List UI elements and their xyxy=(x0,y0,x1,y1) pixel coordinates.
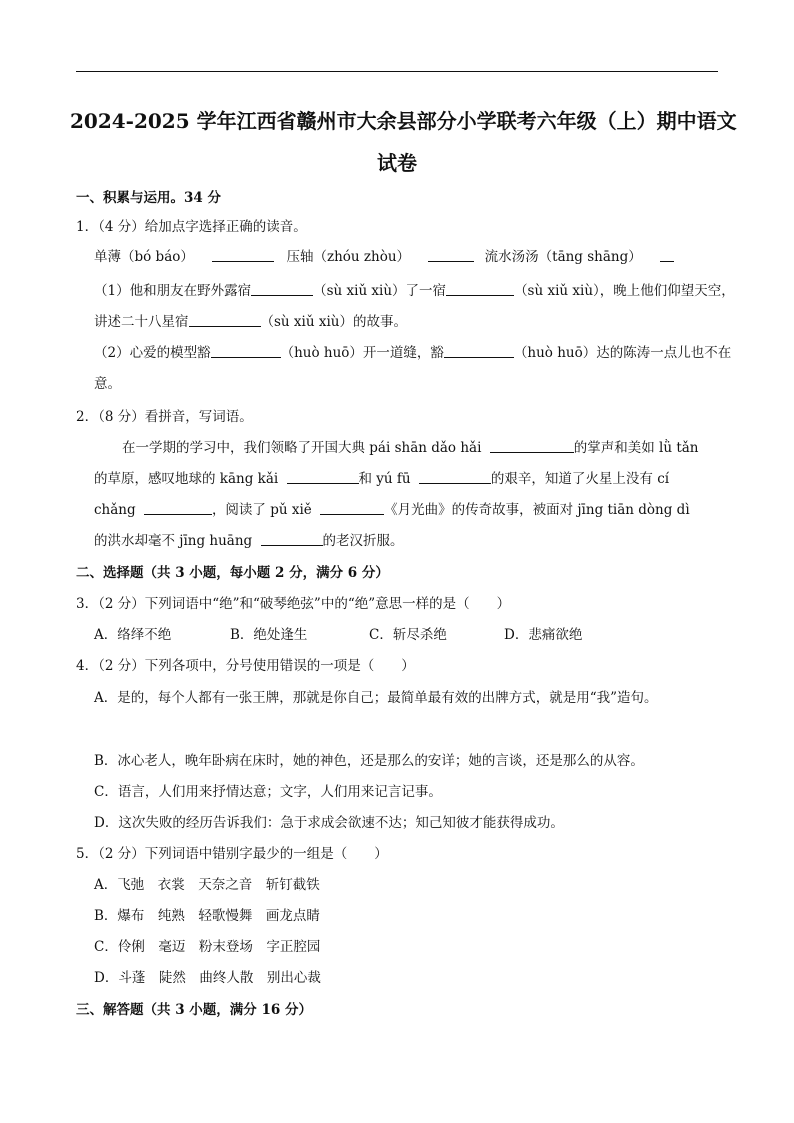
passage-text: chǎng xyxy=(94,502,136,518)
section-heading-1: 一、积累与运用。34 分 xyxy=(76,190,221,206)
answer-blank[interactable] xyxy=(428,249,474,262)
question-3-option-d[interactable]: D．悲痛欲绝 xyxy=(504,627,583,643)
answer-blank[interactable] xyxy=(211,345,281,358)
answer-blank[interactable] xyxy=(261,533,323,546)
reading-item-3: 流水汤汤（tāng shāng） xyxy=(484,249,642,265)
question-2-stem: 2．（8 分）看拼音，写词语。 xyxy=(76,409,253,425)
question-2-line-2 xyxy=(94,470,669,488)
passage-text: 的草原，感叹地球的 kāng kǎi xyxy=(94,471,279,487)
answer-blank[interactable] xyxy=(251,283,313,296)
sentence-text: 讲述二十八星宿 xyxy=(94,314,189,330)
question-3-stem: 3．（2 分）下列词语中“绝”和“破琴绝弦”中的“绝”意思一样的是（ ） xyxy=(76,596,511,612)
sentence-text: （huò huō）开一道缝，豁 xyxy=(280,345,444,361)
question-1-sentence-1 xyxy=(94,282,735,300)
answer-blank[interactable] xyxy=(144,502,212,515)
sentence-text: （2）心爱的模型豁 xyxy=(94,345,211,361)
passage-text: 的艰辛，知道了火星上没有 cí xyxy=(490,471,670,487)
reading-item-1: 单薄（bó báo） xyxy=(94,249,194,265)
answer-blank[interactable] xyxy=(446,283,514,296)
reading-item-2: 压轴（zhóu zhòu） xyxy=(286,249,411,265)
question-3-option-b[interactable]: B．绝处逢生 xyxy=(230,627,308,643)
section-heading-2: 二、选择题（共 3 小题，每小题 2 分，满分 6 分） xyxy=(76,565,389,581)
passage-text: 在一学期的学习中，我们领略了开国大典 pái shān dǎo hǎi xyxy=(122,440,482,456)
sentence-text: （sù xiǔ xiù）了一宿 xyxy=(313,283,447,299)
question-4-stem: 4．（2 分）下列各项中，分号使用错误的一项是（ ） xyxy=(76,658,415,674)
question-4-option-a[interactable]: A．是的，每个人都有一张王牌，那就是你自己；最简单最有效的出牌方式，就是用“我”造句。 xyxy=(94,690,658,706)
answer-blank[interactable] xyxy=(212,249,274,262)
passage-text: 的老汉折服。 xyxy=(322,533,404,549)
passage-text: 的掌声和美如 lǜ tǎn xyxy=(573,440,699,456)
question-2-line-1 xyxy=(122,439,698,457)
question-5-option-a[interactable]: A．飞弛 衣裳 天奈之音 斩钉截铁 xyxy=(94,877,320,893)
passage-text: 和 yú fū xyxy=(358,471,411,487)
header-rule xyxy=(76,71,718,72)
answer-blank[interactable] xyxy=(287,471,359,484)
question-2-line-3 xyxy=(94,501,690,519)
question-3-option-c[interactable]: C．斩尽杀绝 xyxy=(369,627,447,643)
question-3-option-a[interactable]: A．络绎不绝 xyxy=(94,627,172,643)
answer-blank[interactable] xyxy=(189,314,261,327)
answer-blank[interactable] xyxy=(660,249,674,262)
question-1-readings xyxy=(94,248,674,266)
answer-blank[interactable] xyxy=(320,502,384,515)
passage-text: ，阅读了 pǔ xiě xyxy=(211,502,312,518)
question-1-sentence-2-cont: 意。 xyxy=(94,376,121,392)
question-1-sentence-1-cont xyxy=(94,313,407,331)
sentence-text: （sù xiǔ xiù）的故事。 xyxy=(260,314,407,330)
page-title-continued: 试卷 xyxy=(377,151,417,175)
answer-blank[interactable] xyxy=(490,440,574,453)
question-4-option-d[interactable]: D．这次失败的经历告诉我们：急于求成会欲速不达；知己知彼才能获得成功。 xyxy=(94,815,564,831)
sentence-text: （1）他和朋友在野外露宿 xyxy=(94,283,252,299)
passage-text: 《月光曲》的传奇故事，被面对 jīng tiān dòng dì xyxy=(384,502,690,518)
question-2-line-4 xyxy=(94,532,404,550)
passage-text: 的洪水却毫不 jīng huāng xyxy=(94,533,253,549)
question-1-stem: 1．（4 分）给加点字选择正确的读音。 xyxy=(76,219,307,235)
answer-blank[interactable] xyxy=(444,345,514,358)
sentence-text: （sù xiǔ xiù），晚上他们仰望天空， xyxy=(514,283,735,299)
page-title: 2024-2025 学年江西省赣州市大余县部分小学联考六年级（上）期中语文 xyxy=(70,109,737,133)
question-5-option-c[interactable]: C．伶俐 毫迈 粉末登场 字正腔园 xyxy=(94,939,321,955)
question-5-option-b[interactable]: B．爆布 纯熟 轻歌慢舞 画龙点睛 xyxy=(94,908,320,924)
question-1-sentence-2 xyxy=(94,344,731,362)
question-5-stem: 5．（2 分）下列词语中错别字最少的一组是（ ） xyxy=(76,846,388,862)
question-4-option-b[interactable]: B．冰心老人，晚年卧病在床时，她的神色，还是那么的安详；她的言谈，还是那么的从容。 xyxy=(94,753,644,769)
sentence-text: （huò huō）达的陈涛一点儿也不在 xyxy=(513,345,732,361)
question-5-option-d[interactable]: D．斗蓬 陡然 曲终人散 别出心裁 xyxy=(94,970,321,986)
answer-blank[interactable] xyxy=(419,471,491,484)
section-heading-3: 三、解答题（共 3 小题，满分 16 分） xyxy=(76,1002,312,1018)
question-4-option-c[interactable]: C．语言，人们用来抒情达意；文字，人们用来记言记事。 xyxy=(94,784,442,800)
